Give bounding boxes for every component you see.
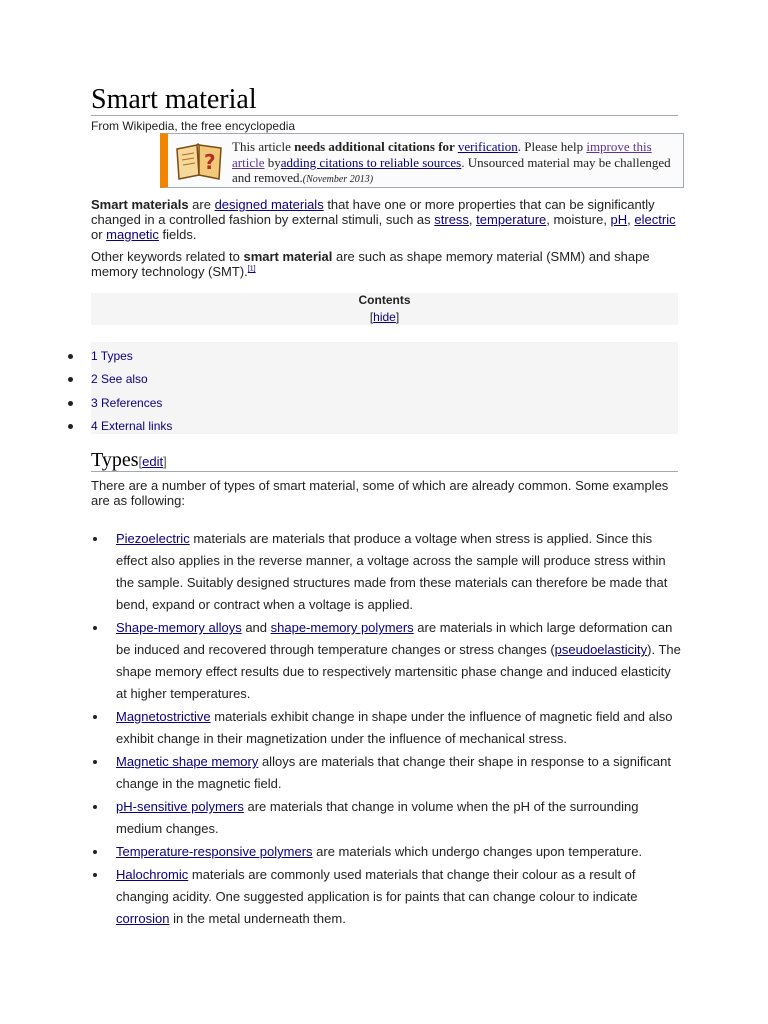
edit-link[interactable]: edit <box>142 454 164 469</box>
temperature-link[interactable]: temperature <box>476 212 547 227</box>
toc-link[interactable]: 1 Types <box>91 349 133 363</box>
bullet <box>93 760 97 764</box>
text: ). The shape memory effect results due to respectively martensitic phase change and induced elasticity at higher temperatures. <box>116 642 681 701</box>
bracket: ] <box>163 454 167 469</box>
text: fields. <box>158 227 197 242</box>
text: alloys are materials that change their shape in response to a significant change in the magnetic field. <box>116 754 671 791</box>
toc-hide-toggle <box>91 310 678 324</box>
ph-link[interactable]: pH <box>610 212 628 227</box>
text: are materials which undergo changes upon temperature. <box>312 844 643 859</box>
text: in the metal underneath them. <box>169 911 346 926</box>
text: , <box>468 212 477 227</box>
magnetic-link[interactable]: magnetic <box>106 227 159 242</box>
bullet <box>93 850 97 854</box>
notice-text: This article <box>232 139 295 154</box>
text: , <box>627 212 635 227</box>
list-item <box>91 841 681 863</box>
electric-link[interactable]: electric <box>634 212 676 227</box>
toc-item-references[interactable] <box>91 394 162 412</box>
intro-paragraph <box>91 197 681 242</box>
toc-title: Contents <box>358 293 411 307</box>
text: and <box>241 620 271 635</box>
bullet <box>68 401 73 406</box>
text: , moisture, <box>546 212 611 227</box>
halochromic-link[interactable]: Halochromic <box>116 867 189 882</box>
term-bold: Smart materials <box>91 197 189 212</box>
toc-header <box>91 293 678 325</box>
text: materials are materials that produce a voltage when stress is applied. Since this effect also applies in the reverse manner, a voltage across the sample will produce stress within the sample. Suitably designed structures made from these materials can therefore be made that bend, expand or contract when a voltage is applied. <box>116 531 668 612</box>
title-divider <box>91 115 678 116</box>
toc-list <box>91 342 678 434</box>
bullet <box>68 377 73 382</box>
notice-text: . Unsourced material may be challenged and removed. <box>232 154 671 185</box>
stress-link[interactable]: stress <box>434 212 469 227</box>
text: that have one or more properties that can be significantly changed in a controlled fashion by external stimuli, such as <box>91 197 655 227</box>
pseudoelasticity-link[interactable]: pseudoelasticity <box>554 642 648 657</box>
ph-sensitive-polymers-link[interactable]: pH-sensitive polymers <box>116 799 244 814</box>
bracket: ] <box>395 310 400 324</box>
bracket: [ <box>369 310 374 324</box>
text: or <box>91 227 107 242</box>
types-intro: There are a number of types of smart material, some of which are already common. Some examples are as following: <box>91 478 669 508</box>
bullet <box>93 626 97 630</box>
magnetostrictive-link[interactable]: Magnetostrictive <box>116 709 211 724</box>
corrosion-link[interactable]: corrosion <box>116 911 170 926</box>
section-divider <box>91 471 678 472</box>
notice-date: (November 2013) <box>302 174 374 185</box>
text: materials are commonly used materials that change their colour as a result of changing acidity. One suggested application is for paints that can change colour to indicate <box>116 867 638 904</box>
heading-text: Types <box>91 449 139 471</box>
text: Other keywords related to <box>91 249 244 264</box>
types-list <box>91 528 681 931</box>
temperature-responsive-polymers-link[interactable]: Temperature-responsive polymers <box>116 844 313 859</box>
notice-text: . Please help <box>517 139 587 154</box>
toc-item-types[interactable] <box>91 347 133 365</box>
toc-item-external-links[interactable] <box>91 417 172 435</box>
toc-hide-link[interactable]: hide <box>373 310 396 324</box>
text: materials exhibit change in shape under the influence of magnetic field and also exhibit change in their magnetization under the influence of mechanical stress. <box>116 709 673 746</box>
bullet <box>93 715 97 719</box>
term-bold: smart material <box>243 249 333 264</box>
magnetic-shape-memory-link[interactable]: Magnetic shape memory <box>116 754 259 769</box>
book-question-icon <box>173 139 225 181</box>
piezoelectric-link[interactable]: Piezoelectric <box>116 531 190 546</box>
keywords-paragraph <box>91 249 681 279</box>
list-item <box>91 617 681 705</box>
page-title: Smart material <box>91 84 257 115</box>
bullet <box>68 354 73 359</box>
svg-text:?: ? <box>204 150 216 174</box>
bracket: [ <box>138 454 143 469</box>
bullet <box>68 424 73 429</box>
toc-link[interactable]: 4 External links <box>91 419 173 433</box>
bullet <box>93 537 97 541</box>
bullet <box>93 873 97 877</box>
citation-notice-box <box>160 133 684 188</box>
notice-bold: needs additional citations for <box>294 139 458 154</box>
text: are <box>188 197 215 212</box>
text: are such as shape memory material (SMM) and shape memory technology (SMT). <box>91 249 650 279</box>
toc-item-see-also[interactable] <box>91 370 148 388</box>
shape-memory-polymers-link[interactable]: shape-memory polymers <box>270 620 414 635</box>
citation-ref-1[interactable]: [1] <box>247 265 256 273</box>
adding-citations-link[interactable]: adding citations to reliable sources <box>280 154 462 170</box>
list-item <box>91 864 681 930</box>
toc-link[interactable]: 3 References <box>91 396 163 410</box>
citation-notice-text <box>232 139 684 188</box>
text: are materials in which large deformation can be induced and recovered through temperature changes or stress changes ( <box>116 620 673 657</box>
improve-article-link[interactable]: improve this article <box>232 139 652 170</box>
bullet <box>93 805 97 809</box>
toc-link[interactable]: 2 See also <box>91 372 148 386</box>
shape-memory-alloys-link[interactable]: Shape-memory alloys <box>116 620 242 635</box>
designed-materials-link[interactable]: designed materials <box>214 197 324 212</box>
list-item <box>91 528 681 616</box>
verification-link[interactable]: verification <box>457 139 518 154</box>
list-item <box>91 796 681 840</box>
notice-text: by <box>264 154 281 170</box>
list-item <box>91 706 681 750</box>
tagline: From Wikipedia, the free encyclopedia <box>91 119 296 133</box>
edit-section <box>138 454 166 469</box>
text: are materials that change in volume when the pH of the surrounding medium changes. <box>116 799 639 836</box>
list-item <box>91 751 681 795</box>
